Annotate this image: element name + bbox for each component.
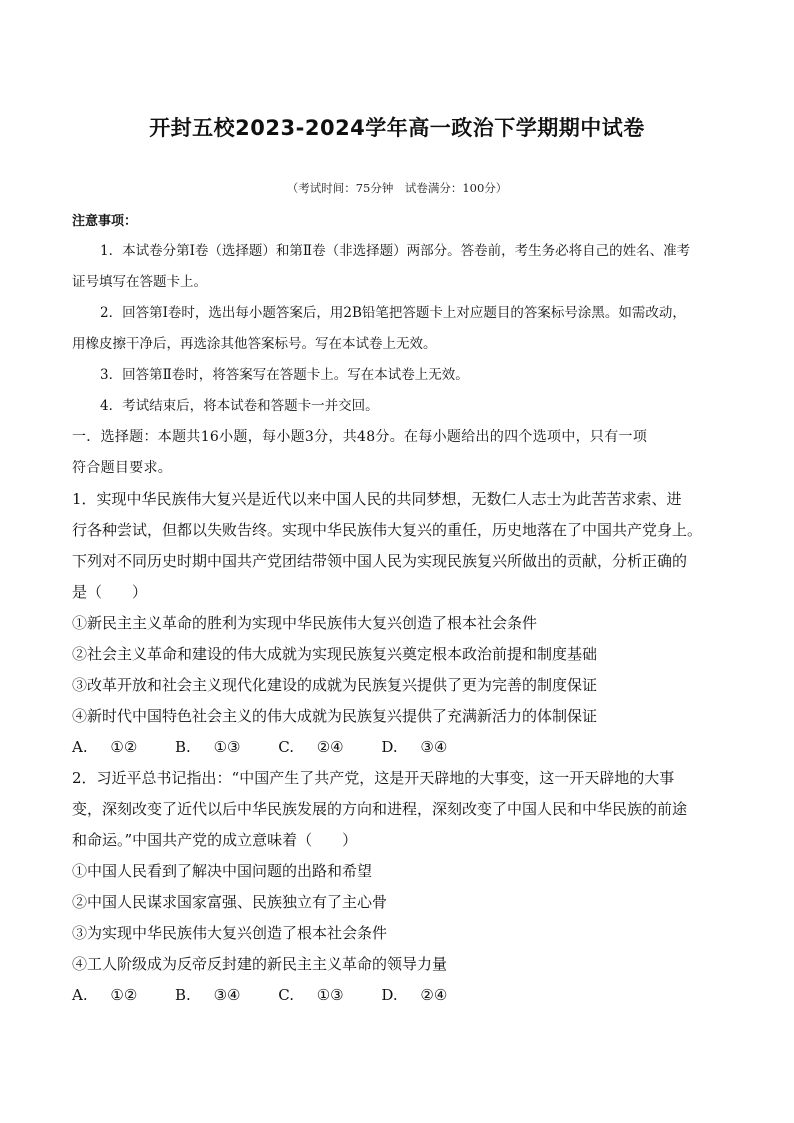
exam-content xyxy=(72,208,722,1011)
question-2-item: ②中国人民谋求国家富强、民族独立有了主心骨 xyxy=(72,893,388,911)
question-2-stem: 2．习近平总书记指出：“中国产生了共产党，这是开天辟地的大事变，这一开天辟地的大事 xyxy=(72,769,675,787)
question-1-item: ①新民主主义革命的胜利为实现中华民族伟大复兴创造了根本社会条件 xyxy=(72,614,538,632)
question-1-item: ④新时代中国特色社会主义的伟大成就为民族复兴提供了充满新活力的体制保证 xyxy=(72,707,598,725)
question-1-options: A. ①② B. ①③ C. ②④ D. ③④ xyxy=(72,738,448,756)
question-1-stem: 下列对不同历史时期中国共产党团结带领中国人民为实现民族复兴所做出的贡献，分析正确的 xyxy=(72,552,688,570)
notice-line: 4．考试结束后，将本试卷和答题卡一并交回。 xyxy=(100,398,379,414)
question-2-stem: 和命运。”中国共产党的成立意味着（ ） xyxy=(72,831,358,849)
notice-line: 2．回答第Ⅰ卷时，选出每小题答案后，用2B铅笔把答题卡上对应题目的答案标号涂黑。如需改动， xyxy=(100,305,686,321)
exam-subtitle: （考试时间：75分钟 试卷满分：100分） xyxy=(286,181,508,195)
question-1-stem: 是（ ） xyxy=(72,583,148,601)
notice-heading: 注意事项： xyxy=(72,214,138,229)
section-heading-line: 符合题目要求。 xyxy=(72,460,173,476)
exam-title: 开封五校2023-2024学年高一政治下学期期中试卷 xyxy=(149,116,645,140)
notice-line: 用橡皮擦干净后，再选涂其他答案标号。写在本试卷上无效。 xyxy=(72,336,437,352)
question-2-item: ④工人阶级成为反帝反封建的新民主主义革命的领导力量 xyxy=(72,955,448,973)
question-1-item: ②社会主义革命和建设的伟大成就为实现民族复兴奠定根本政治前提和制度基础 xyxy=(72,645,598,663)
question-1-stem: 行各种尝试，但都以失败告终。实现中华民族伟大复兴的重任，历史地落在了中国共产党身上。 xyxy=(72,521,703,539)
notice-line: 1．本试卷分第Ⅰ卷（选择题）和第Ⅱ卷（非选择题）两部分。答卷前，考生务必将自己的姓名、准考 xyxy=(100,243,691,259)
question-2-item: ③为实现中华民族伟大复兴创造了根本社会条件 xyxy=(72,924,388,942)
question-2-stem: 变，深刻改变了近代以后中华民族发展的方向和进程，深刻改变了中国人民和中华民族的前途 xyxy=(72,800,688,818)
notice-line: 证号填写在答题卡上。 xyxy=(72,274,207,290)
question-1-item: ③改革开放和社会主义现代化建设的成就为民族复兴提供了更为完善的制度保证 xyxy=(72,676,598,694)
question-2-options: A. ①② B. ③④ C. ①③ D. ②④ xyxy=(72,986,448,1004)
question-1-stem: 1．实现中华民族伟大复兴是近代以来中国人民的共同梦想，无数仁人志士为此苦苦求索、进 xyxy=(72,490,682,508)
question-2-item: ①中国人民看到了解决中国问题的出路和希望 xyxy=(72,862,373,880)
notice-line: 3．回答第Ⅱ卷时，将答案写在答题卡上。写在本试卷上无效。 xyxy=(100,367,469,383)
section-heading-line: 一．选择题：本题共16小题，每小题3分，共48分。在每小题给出的四个选项中，只有一项 xyxy=(72,429,648,445)
